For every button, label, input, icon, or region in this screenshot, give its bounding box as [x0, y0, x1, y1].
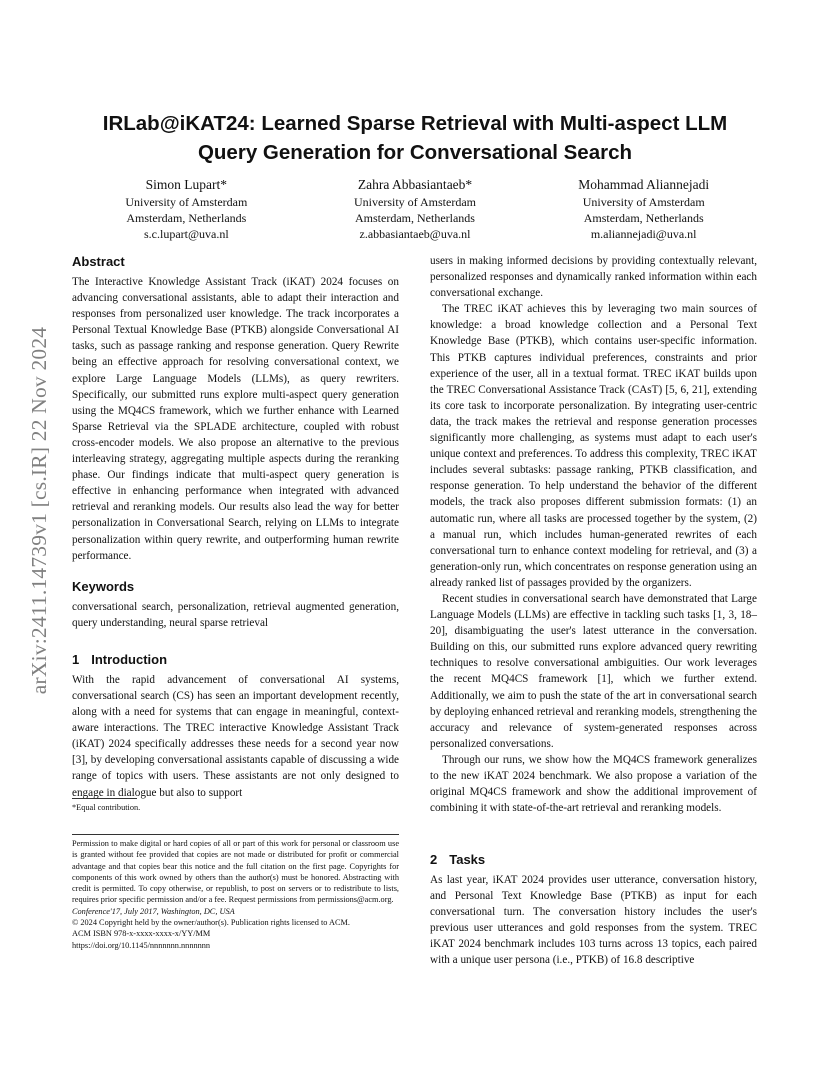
author-affiliation: University of Amsterdam [125, 195, 248, 209]
abstract-text: The Interactive Knowledge Assistant Track (iKAT) 2024 focuses on advancing conversational assistants, able to adapt their interaction and responses from personalized user knowledge. The track incorporates a Personal Textual Knowledge Base (PTKB) alongside Conversational AI tasks, such as passage ranking and response generation. Query Rewrite being an effective approach for resolving conversational context, we explore Large Language Models (LLMs), as query rewriters. Specifically, our submitted runs explore multi-aspect query generation using the MQ4CS framework, which we further enhance with Learned Sparse Retrieval via the SPLADE architecture, coupled with robust cross-encoder models. We also propose an alternative to the previous interleaving strategy, aggregating multiple aspects during the reranking phase. Our findings indicate that multi-aspect query generation is effective in enhancing performance when integrated with advanced retrieval and reranking models. Our results also lead the way for better personalization in Conversational Search, relying on LLMs to integrate personalization within query rewrite, and outperforming human rewrite performance. [72, 276, 399, 562]
author-name: Mohammad Aliannejadi [578, 177, 710, 192]
footnote-rule [72, 798, 137, 799]
intro-paragraph-1: With the rapid advancement of conversational AI systems, conversational search (CS) has seen an important development recently, along with a need for systems that can engage in meaningful, context-aware interactions. The TREC interactive Knowledge Assistant Track (iKAT) 2024 specifically addresses these needs for a second year now [3], by developing conversational assistants capable of discussing a wide range of topics with users. These assistants are not only designed to engage in dialogue but also to support [72, 673, 399, 799]
abstract-heading: Abstract [72, 254, 125, 269]
doi-line: https://doi.org/10.1145/nnnnnnn.nnnnnnn [72, 940, 211, 950]
section-number: 2 [430, 852, 438, 867]
tasks-section [430, 851, 757, 969]
section-title: Tasks [449, 852, 486, 867]
isbn-line: ACM ISBN 978-x-xxxx-xxxx-x/YY/MM [72, 929, 211, 939]
author-3 [529, 175, 758, 242]
tasks-paragraph-1: As last year, iKAT 2024 provides user utterance, conversation history, and Personal Text Knowledge Base (PTKB) as input for each conversational turn. The conversation history includes the user's previous user utterances and gold responses from the system. TREC iKAT 2024 benchmark includes 103 turns across 13 topics, each paired with a unique user persona (i.e., PTKB) of 16.8 descriptive [430, 874, 757, 967]
author-name: Zahra Abbasiantaeb* [357, 177, 473, 192]
paper-title: IRLab@iKAT24: Learned Sparse Retrieval with Multi-aspect LLM Query Generation for Conversational Search [102, 112, 728, 164]
keywords-heading: Keywords [72, 578, 135, 594]
author-email: s.c.lupart@uva.nl [143, 227, 229, 241]
author-email: m.aliannejadi@uva.nl [590, 227, 697, 241]
author-location: Amsterdam, Netherlands [583, 211, 704, 225]
arxiv-id-text: arXiv:2411.14739v1 [cs.IR] 22 Nov 2024 [27, 326, 52, 694]
right-column [430, 253, 757, 816]
intro-paragraph-1-cont: users in making informed decisions by providing contextually relevant, personalized responses and dynamically ranked information within each conversational exchange. [430, 255, 757, 300]
introduction-heading [72, 651, 399, 669]
permission-block [72, 838, 399, 951]
intro-paragraph-4: Through our runs, we show how the MQ4CS framework generalizes to the new iKAT 2024 benchmark. We also propose a variation of the original MQ4CS framework and show the additional improvement of combining it with state-of-the-art retrieval and reranking models. [430, 753, 757, 815]
author-1 [72, 175, 301, 242]
author-location: Amsterdam, Netherlands [126, 211, 247, 225]
permission-rule [72, 834, 399, 835]
conference-line: Conference'17, July 2017, Washington, DC, USA [72, 906, 235, 916]
intro-paragraph-2: The TREC iKAT achieves this by leveraging two main sources of knowledge: a broad knowledge collection and a Personal Text Knowledge Base (PTKB), which contains user-specific information. This PTKB captures individual preferences, constraints and prior experience of the user, all in a textual format. TREC iKAT builds upon the TREC Conversational Assistance Track (CAsT) [5, 6, 21], extending its core task to incorporate personalization. By integrating user-centric data, the track makes the retrieval and response generation processes significantly more challenging, as systems must adapt to each user's unique context and preferences. To address this complexity, TREC iKAT includes several subtasks: passage ranking, PTKB classification, and response generation. To help understand the behavior of the different models, the track also proposes different submission formats: (1) an automatic run, where all tasks are processed together by the system, (2) a manual run, which includes human-generated rewrites of each conversational turn to enhance context modeling for retrieval, and (3) a generation-only run, which concentrates on response generation using an already ranked list of passages provided by the organizers. [430, 303, 757, 589]
tasks-heading [430, 851, 757, 869]
author-affiliation: University of Amsterdam [582, 195, 705, 209]
permission-text: Permission to make digital or hard copies of all or part of this work for personal or classroom use is granted without fee provided that copies are not made or distributed for profit or commercial advantage and that copies bear this notice and the full citation on the first page. Copyrights for components of this work owned by others than the author(s) must be honored. Abstracting with credit is permitted. To copy otherwise, or republish, to post on servers or to redistribute to lists, requires prior specific permission and/or a fee. Request permissions from permissions@acm.org. [72, 839, 399, 905]
author-location: Amsterdam, Netherlands [355, 211, 475, 225]
equal-contribution-footnote: *Equal contribution. [72, 803, 141, 812]
left-column [72, 253, 399, 801]
section-number: 1 [72, 651, 80, 667]
arxiv-identifier [20, 290, 60, 730]
author-block [72, 175, 758, 242]
keywords-text: conversational search, personalization, retrieval augmented generation, query understanding, neural sparse retrieval [72, 600, 399, 629]
author-affiliation: University of Amsterdam [354, 195, 476, 209]
copyright-line: © 2024 Copyright held by the owner/author(s). Publication rights licensed to ACM. [72, 918, 350, 928]
author-name: Simon Lupart* [145, 177, 228, 192]
intro-paragraph-3: Recent studies in conversational search have demonstrated that Large Language Models (LLMs) are effective in tackling such tasks [1, 3, 18–20], disambiguating the user's latest utterance in the conversation. Building on this, our submitted runs explore advanced query rewriting techniques to resolve conversational ambiguities. Our work leverages the recent MQ4CS framework [1], which we further extend. Additionally, we aim to push the state of the art in conversational search by deploying enhanced retrieval and reranking models, strengthening the accuracy and relevance of system-generated responses across personalized conversations. [430, 592, 757, 750]
section-title: Introduction [91, 651, 168, 667]
author-2 [301, 175, 530, 242]
author-email: z.abbasiantaeb@uva.nl [359, 227, 471, 241]
